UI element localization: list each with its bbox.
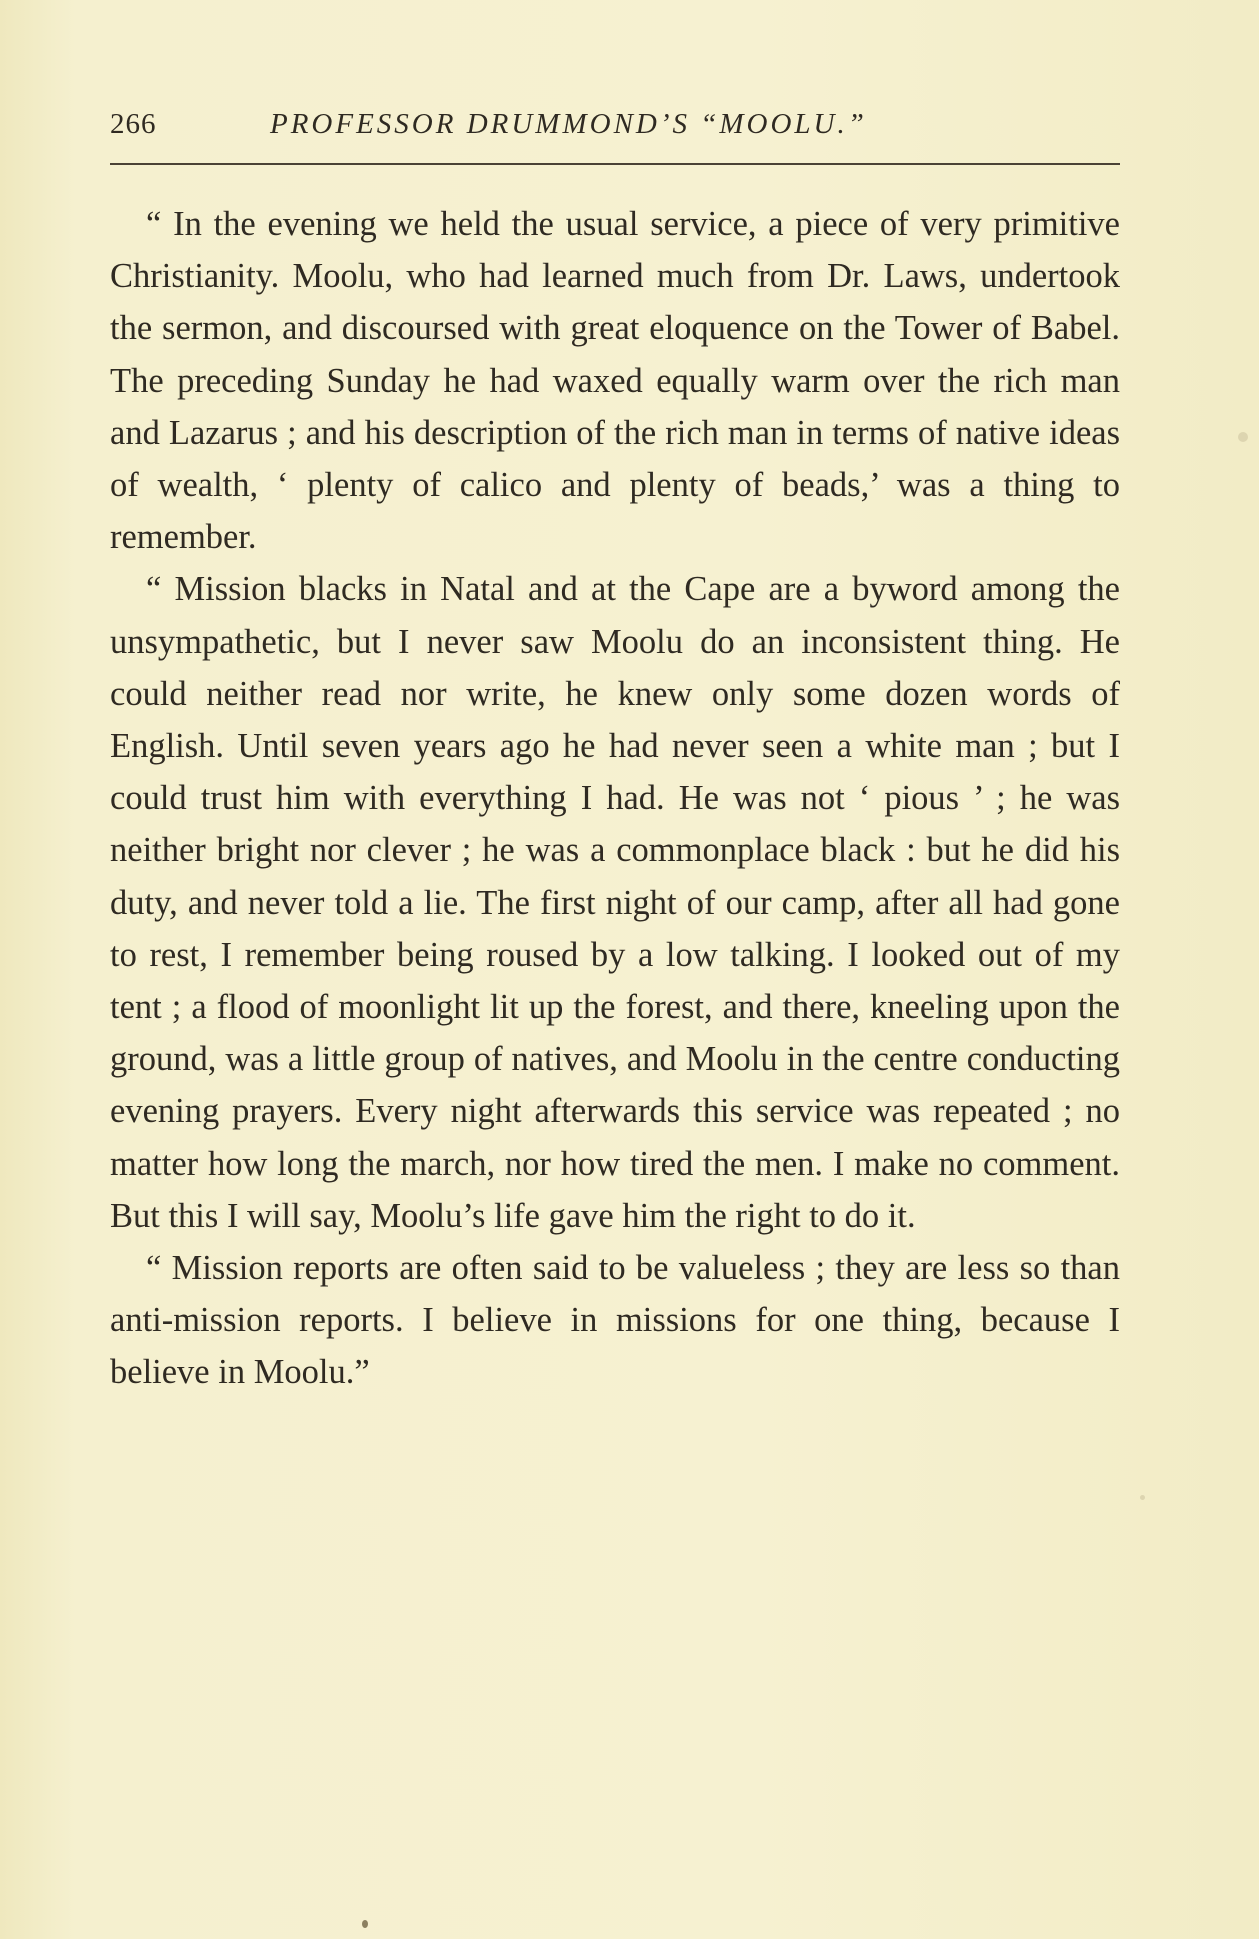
- page-number: 266: [110, 108, 157, 140]
- page-header: [110, 100, 1120, 150]
- paragraph-1: “ In the evening we held the usual service, a piece of very primitive Christianity. Moolu, who had learned much from Dr. Laws, undertook the sermon, and discoursed with great eloquence on the Tower of Babel. The preceding Sunday he had waxed equally warm over the rich man and Lazarus ; and his description of the rich man in terms of native ideas of wealth, ‘ plenty of calico and plenty of beads,’ was a thing to remember.: [110, 205, 1120, 557]
- body-text: [110, 198, 1120, 1399]
- paragraph-2: “ Mission blacks in Natal and at the Cape are a byword among the unsympathetic, but I never saw Moolu do an inconsistent thing. He could neither read nor write, he knew only some dozen words of English. Until seven years ago he had never seen a white man ; but I could trust him with everything I had. He was not ‘ pious ’ ; he was neither bright nor clever ; he was a commonplace black : but he did his duty, and never told a lie. The first night of our camp, after all had gone to rest, I remember being roused by a low talking. I looked out of my tent ; a flood of moonlight lit up the forest, and there, kneeling upon the ground, was a little group of natives, and Moolu in the centre conducting evening prayers. Every night afterwards this service was repeated ; no matter how long the march, nor how tired the men. I make no comment. But this I will say, Moolu’s life gave him the right to do it.: [110, 570, 1120, 1235]
- paper-speck: [1140, 1495, 1145, 1500]
- paper-speck: [1238, 432, 1248, 442]
- paragraph-3: “ Mission reports are often said to be valueless ; they are less so than anti-mission reports. I believe in missions for one thing, because I believe in Moolu.”: [110, 1249, 1120, 1392]
- paper-speck: [362, 1920, 368, 1928]
- header-rule: [110, 163, 1120, 165]
- running-title: PROFESSOR DRUMMOND’S “MOOLU.”: [270, 108, 867, 140]
